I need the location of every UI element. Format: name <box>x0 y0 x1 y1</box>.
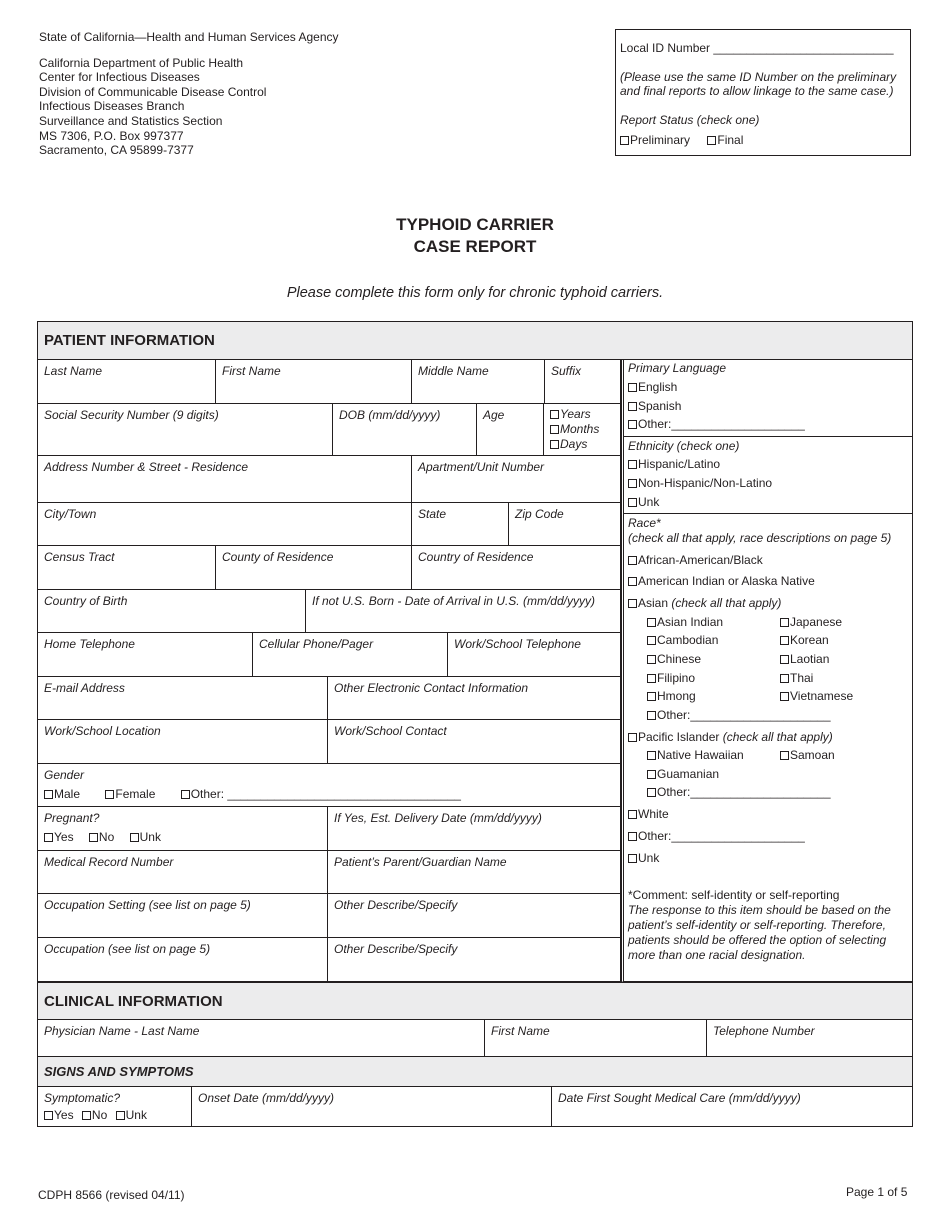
comment-line: patient’s self-identity or self-reporting. Therefore, <box>628 918 886 932</box>
divider <box>624 513 913 514</box>
state-field[interactable]: State <box>411 502 509 545</box>
divider <box>624 436 913 437</box>
checkbox-icon <box>780 655 789 664</box>
american-indian-checkbox[interactable]: American Indian or Alaska Native <box>628 574 815 589</box>
checkbox-icon <box>44 1111 53 1120</box>
checkbox-icon <box>780 674 789 683</box>
agency-line: Infectious Diseases Branch <box>39 99 185 114</box>
final-checkbox[interactable]: Final <box>707 133 743 147</box>
first-name-field[interactable]: First Name <box>215 359 412 403</box>
male-checkbox[interactable]: Male <box>44 787 80 801</box>
race-label: Race* <box>628 516 661 530</box>
agency-address <box>39 30 339 158</box>
hispanic-checkbox[interactable]: Hispanic/Latino <box>628 457 720 472</box>
checkbox-icon <box>44 833 53 842</box>
primary-language-label: Primary Language <box>628 361 727 375</box>
id-note: (Please use the same ID Number on the preliminary <box>620 70 897 84</box>
county-field[interactable]: County of Residence <box>215 545 412 589</box>
checkbox-icon <box>130 833 139 842</box>
comment-line: The response to this item should be based on the <box>628 903 891 917</box>
checkbox-icon <box>628 810 637 819</box>
checkbox-icon <box>780 618 789 627</box>
filipino-checkbox[interactable]: Filipino <box>647 671 695 686</box>
work-contact-field[interactable]: Work/School Contact <box>327 719 621 763</box>
country-residence-field[interactable]: Country of Residence <box>411 545 621 589</box>
physician-last-name-field[interactable]: Physician Name - Last Name <box>37 1019 485 1057</box>
checkbox-icon <box>780 692 789 701</box>
non-hispanic-checkbox[interactable]: Non-Hispanic/Non-Latino <box>628 476 772 491</box>
language-other-checkbox[interactable]: Other:____________________ <box>628 417 805 432</box>
pacific-other-checkbox[interactable]: Other:_____________________ <box>647 785 831 800</box>
ethnicity-unk-checkbox[interactable]: Unk <box>628 495 659 510</box>
pregnant-yes-checkbox[interactable]: Yes <box>44 830 74 844</box>
checkbox-icon <box>628 402 637 411</box>
work-telephone-field[interactable]: Work/School Telephone <box>447 632 621 676</box>
form-title: TYPHOID CARRIER <box>396 215 554 234</box>
occupation-setting-field[interactable]: Occupation Setting (see list on page 5) <box>37 893 328 937</box>
comment-line: patients should be offered the option of selecting <box>628 933 887 947</box>
checkbox-icon <box>647 711 656 720</box>
checkbox-icon <box>647 692 656 701</box>
days-checkbox[interactable]: Days <box>550 437 615 452</box>
checkbox-icon <box>550 410 559 419</box>
gender-other-checkbox[interactable]: Other: ___________________________________ <box>181 787 461 801</box>
native-hawaiian-checkbox[interactable]: Native Hawaiian <box>647 748 744 763</box>
ssn-field[interactable]: Social Security Number (9 digits) <box>37 403 333 455</box>
guardian-field[interactable]: Patient’s Parent/Guardian Name <box>327 850 621 893</box>
checkbox-icon <box>647 674 656 683</box>
form-subtitle: Please complete this form only for chronic typhoid carriers. <box>286 285 664 301</box>
occupation-field[interactable]: Occupation (see list on page 5) <box>37 937 328 982</box>
chinese-checkbox[interactable]: Chinese <box>647 652 701 667</box>
english-checkbox[interactable]: English <box>628 380 677 395</box>
pacific-islander-checkbox[interactable]: Pacific Islander (check all that apply) <box>628 730 833 745</box>
onset-date-field[interactable]: Onset Date (mm/dd/yyyy) <box>191 1086 552 1127</box>
checkbox-icon <box>550 440 559 449</box>
address-field[interactable]: Address Number & Street - Residence <box>37 455 412 502</box>
home-telephone-field[interactable]: Home Telephone <box>37 632 253 676</box>
checkbox-icon <box>620 136 629 145</box>
agency-line: California Department of Public Health <box>39 55 244 70</box>
physician-first-name-field[interactable]: First Name <box>484 1019 707 1057</box>
vietnamese-checkbox[interactable]: Vietnamese <box>780 689 853 704</box>
checkbox-icon <box>647 636 656 645</box>
japanese-checkbox[interactable]: Japanese <box>780 615 842 630</box>
spanish-checkbox[interactable]: Spanish <box>628 399 681 414</box>
city-field[interactable]: City/Town <box>37 502 412 545</box>
female-checkbox[interactable]: Female <box>105 787 155 801</box>
checkbox-icon <box>628 383 637 392</box>
comment-title: *Comment: self-identity or self-reporting <box>628 888 840 902</box>
symptomatic-yes-checkbox[interactable]: Yes <box>44 1108 74 1122</box>
delivery-date-field[interactable]: If Yes, Est. Delivery Date (mm/dd/yyyy) <box>327 806 621 850</box>
pregnant-unk-checkbox[interactable]: Unk <box>130 830 161 844</box>
agency-name: State of California—Health and Human Services Agency <box>39 30 339 44</box>
checkbox-icon <box>181 790 190 799</box>
hmong-checkbox[interactable]: Hmong <box>647 689 696 704</box>
checkbox-icon <box>780 636 789 645</box>
thai-checkbox[interactable]: Thai <box>780 671 813 686</box>
laotian-checkbox[interactable]: Laotian <box>780 652 829 667</box>
race-other-checkbox[interactable]: Other:____________________ <box>628 829 805 844</box>
agency-line: Division of Communicable Disease Control <box>39 84 267 99</box>
checkbox-icon <box>89 833 98 842</box>
checkbox-icon <box>647 655 656 664</box>
local-id-box <box>615 29 911 156</box>
checkbox-icon <box>628 498 637 507</box>
signs-symptoms-header: SIGNS AND SYMPTOMS <box>37 1056 913 1087</box>
symptomatic-field: Symptomatic? Yes No Unk <box>37 1086 192 1127</box>
pregnant-field: Pregnant? Yes No Unk <box>37 806 328 850</box>
checkbox-icon <box>707 136 716 145</box>
checkbox-icon <box>628 599 637 608</box>
pregnant-no-checkbox[interactable]: No <box>89 830 114 844</box>
other-contact-field[interactable]: Other Electronic Contact Information <box>327 676 621 719</box>
form-title: CASE REPORT <box>413 237 537 256</box>
checkbox-icon <box>647 618 656 627</box>
arrival-date-field[interactable]: If not U.S. Born - Date of Arrival in U.S. (mm/dd/yyyy) <box>305 589 621 632</box>
suffix-field[interactable]: Suffix <box>544 359 621 403</box>
gender-field: Gender Male Female Other: ___________________________________ <box>37 763 621 806</box>
checkbox-icon <box>105 790 114 799</box>
checkbox-icon <box>628 420 637 429</box>
checkbox-icon <box>116 1111 125 1120</box>
middle-name-field[interactable]: Middle Name <box>411 359 545 403</box>
checkbox-icon <box>44 790 53 799</box>
years-checkbox[interactable]: Years <box>550 407 615 422</box>
comment-line: more than one racial designation. <box>628 948 806 962</box>
apartment-field[interactable]: Apartment/Unit Number <box>411 455 621 502</box>
asian-indian-checkbox[interactable]: Asian Indian <box>647 615 723 630</box>
checkbox-icon <box>628 577 637 586</box>
korean-checkbox[interactable]: Korean <box>780 633 829 648</box>
guamanian-checkbox[interactable]: Guamanian <box>647 767 719 782</box>
checkbox-icon <box>628 733 637 742</box>
country-birth-field[interactable]: Country of Birth <box>37 589 306 632</box>
preliminary-checkbox[interactable]: Preliminary <box>620 133 690 147</box>
symptomatic-unk-checkbox[interactable]: Unk <box>116 1108 147 1122</box>
local-id-field[interactable]: Local ID Number ___________________________ <box>620 41 894 55</box>
checkbox-icon <box>628 854 637 863</box>
samoan-checkbox[interactable]: Samoan <box>780 748 835 763</box>
ethnicity-label: Ethnicity (check one) <box>628 439 740 453</box>
report-status-label: Report Status (check one) <box>620 113 760 127</box>
african-american-checkbox[interactable]: African-American/Black <box>628 553 763 568</box>
checkbox-icon <box>628 556 637 565</box>
checkbox-icon <box>628 479 637 488</box>
census-tract-field[interactable]: Census Tract <box>37 545 216 589</box>
cambodian-checkbox[interactable]: Cambodian <box>647 633 718 648</box>
checkbox-icon <box>82 1111 91 1120</box>
cellular-field[interactable]: Cellular Phone/Pager <box>252 632 448 676</box>
other-describe-field[interactable]: Other Describe/Specify <box>327 893 621 937</box>
agency-line: Surveillance and Statistics Section <box>39 113 223 128</box>
patient-info-header: PATIENT INFORMATION <box>37 321 913 360</box>
page-number: Page 1 of 5 <box>846 1185 908 1199</box>
checkbox-icon <box>550 425 559 434</box>
physician-telephone-field[interactable]: Telephone Number <box>706 1019 913 1057</box>
work-location-field[interactable]: Work/School Location <box>37 719 328 763</box>
checkbox-icon <box>780 751 789 760</box>
agency-line: Center for Infectious Diseases <box>39 70 200 85</box>
race-unk-checkbox[interactable]: Unk <box>628 851 659 866</box>
agency-line: MS 7306, P.O. Box 997377 <box>39 128 184 143</box>
race-note: (check all that apply, race descriptions on page 5) <box>628 531 892 545</box>
email-field[interactable]: E-mail Address <box>37 676 328 719</box>
checkbox-icon <box>647 788 656 797</box>
months-checkbox[interactable]: Months <box>550 422 615 437</box>
age-unit-group <box>543 403 621 455</box>
checkbox-icon <box>647 770 656 779</box>
age-field[interactable]: Age <box>476 403 544 455</box>
dob-field[interactable]: DOB (mm/dd/yyyy) <box>332 403 477 455</box>
white-checkbox[interactable]: White <box>628 807 669 822</box>
checkbox-icon <box>628 460 637 469</box>
other-describe-field[interactable]: Other Describe/Specify <box>327 937 621 982</box>
form-id: CDPH 8566 (revised 04/11) <box>38 1188 185 1202</box>
last-name-field[interactable]: Last Name <box>37 359 216 403</box>
medical-record-field[interactable]: Medical Record Number <box>37 850 328 893</box>
asian-checkbox[interactable]: Asian (check all that apply) <box>628 596 781 611</box>
checkbox-icon <box>647 751 656 760</box>
agency-line: Sacramento, CA 95899-7377 <box>39 143 194 158</box>
id-note: and final reports to allow linkage to the same case.) <box>620 84 894 98</box>
zip-field[interactable]: Zip Code <box>508 502 621 545</box>
checkbox-icon <box>628 832 637 841</box>
first-sought-care-field[interactable]: Date First Sought Medical Care (mm/dd/yyyy) <box>551 1086 913 1127</box>
symptomatic-no-checkbox[interactable]: No <box>82 1108 107 1122</box>
asian-other-checkbox[interactable]: Other:_____________________ <box>647 708 831 723</box>
clinical-info-header: CLINICAL INFORMATION <box>37 982 913 1020</box>
